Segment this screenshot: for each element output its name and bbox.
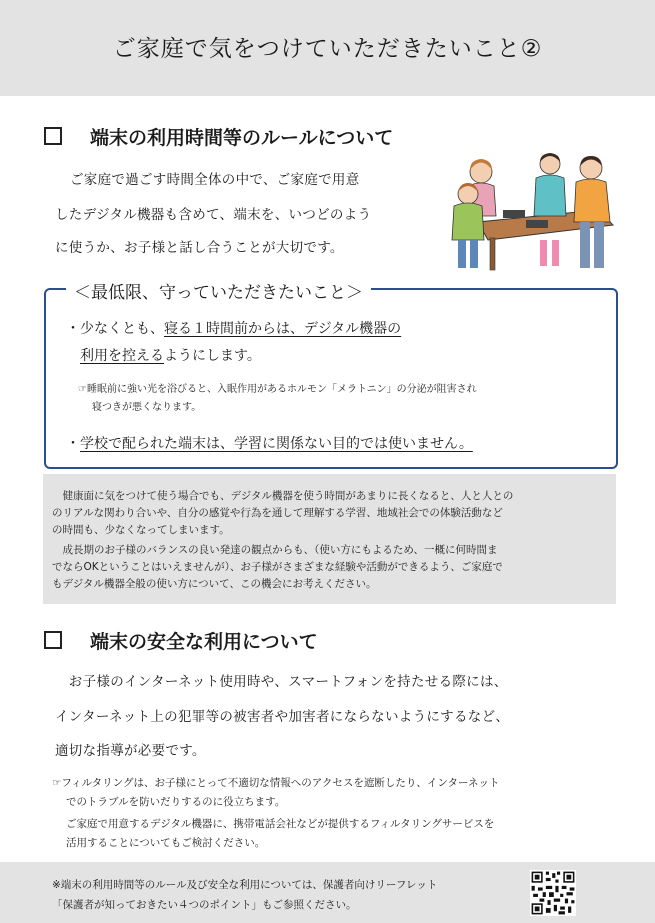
- rule-item-1-cont: [80, 345, 261, 365]
- melatonin-note: 寝つきが悪くなります。: [92, 402, 202, 413]
- explanation-line: 成長期のお子様のバランスの良い発達の観点からも、（使い方にもよるため、一概に何時間ま: [52, 544, 498, 556]
- rule-item-1-emphasis-2: 利用を控える: [80, 348, 164, 364]
- filtering-note: ご家庭で用意するデジタル機器に、携帯電話会社などが提供するフィルタリングサービスを: [66, 818, 495, 830]
- intro-line: ご家庭で過ごす時間全体の中で、ご家庭で用意: [70, 172, 360, 188]
- filtering-note: ☞フィルタリングは、お子様にとって不適切な情報へのアクセスを遮断したり、インターネット: [52, 777, 500, 789]
- explanation-line: のリアルな関わり合いや、自分の感覚や行為を通して理解する学習、地域社会での体験活動など: [52, 507, 503, 519]
- explanation-line: 健康面に気をつけて使う場合でも、デジタル機器を使う時間があまりに長くなると、人と人との: [52, 490, 514, 502]
- explanation-line: の時間も、少なくなってしまいます。: [52, 524, 230, 536]
- safety-line: 適切な指導が必要です。: [55, 743, 206, 759]
- intro-line: したデジタル機器も含めて、端末を、いつどのよう: [55, 207, 372, 223]
- filtering-note: 活用することについてもご検討ください。: [66, 837, 266, 849]
- intro-line: に使うか、お子様と話し合うことが大切です。: [55, 240, 344, 256]
- section-title-safe-use: 端末の安全な利用について: [90, 631, 318, 653]
- rule-item-2-prefix: ・: [66, 436, 80, 452]
- rule-item-1-prefix: ・少なくとも、: [66, 321, 164, 337]
- rule-item-2: [66, 433, 473, 453]
- explanation-line: もデジタル機器全般の使い方について、この機会にお考えください。: [52, 578, 377, 590]
- explanation-line: でならOKということはいえませんが）、お子様がさまざまな経験や活動ができるよう、ご家庭で: [52, 561, 503, 573]
- minimum-rules-title: ＜最低限、守っていただきたいこと＞: [66, 278, 371, 303]
- safety-line: お子様のインターネット使用時や、スマートフォンを持たせる際には、: [55, 674, 508, 690]
- rule-item-1: [66, 318, 401, 338]
- footer-line: 「保護者が知っておきたい４つのポイント」もご参照ください。: [52, 899, 357, 911]
- safety-line: インターネット上の犯罪等の被害者や加害者にならないようにするなど、: [55, 709, 510, 725]
- checkbox-icon: [44, 631, 62, 649]
- footer-line: ※端末の利用時間等のルール及び安全な利用については、保護者向けリーフレット: [52, 879, 438, 891]
- family-illustration-icon: [448, 150, 618, 272]
- melatonin-note: ☞睡眠前に強い光を浴びると、入眠作用があるホルモン「メラトニン」の分泌が阻害され: [78, 384, 477, 395]
- filtering-note: でのトラブルを防いだりするのに役立ちます。: [66, 796, 286, 808]
- page-title: ご家庭で気をつけていただきたいこと②: [112, 36, 543, 62]
- rule-item-2-emphasis: 学校で配られた端末は、学習に関係ない目的では使いません。: [80, 436, 473, 452]
- qr-code-icon[interactable]: [530, 870, 576, 916]
- rule-item-1-rest: ようにします。: [164, 348, 261, 364]
- checkbox-icon: [44, 127, 62, 145]
- rule-item-1-emphasis: 寝る１時間前からは、デジタル機器の: [164, 321, 402, 337]
- section-title-usage-rules: 端末の利用時間等のルールについて: [90, 127, 394, 149]
